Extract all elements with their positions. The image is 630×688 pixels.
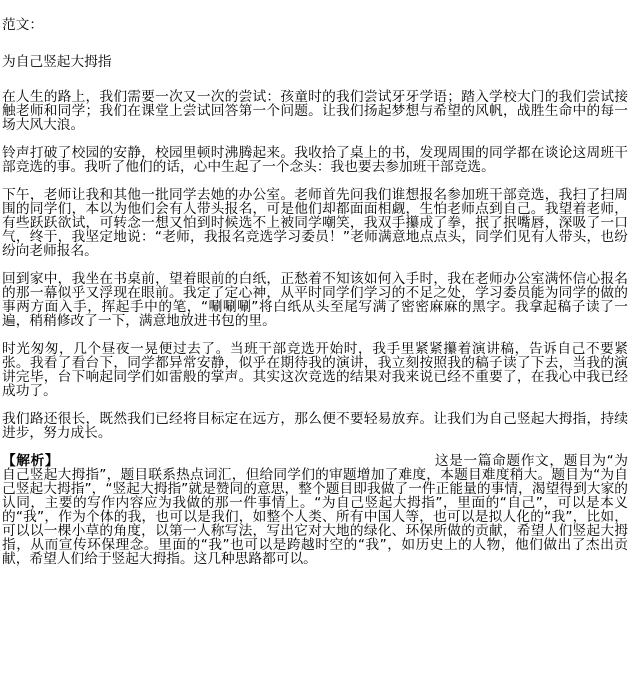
essay-title: 为自己竖起大拇指 [2, 54, 112, 70]
analysis-gap-spacer [59, 464, 434, 465]
analysis-text: 这是一篇命题作文，题目为“为自己竖起大拇指”，题目联系热点词汇，但给同学们的审题增加了难度，本题目难度稍大。题目为“为自己竖起大拇指”，“竖起大拇指”就是赞同的意思，整个题目即我做了一件正能量的事情，渴望得到大家的认同，主要的写作内容应为我做的那一件事情上。“为自己竖起大拇指”，里面的“自己”，可以是本义的“我”，作为个体的我，也可以是我们，如整个人类、所有中国人等，也可以是拟人化的“我”，比如，可以以一棵小草的角度，以第一人称写法，写出它对大地的绿化、环保所做的贡献，希望人们竖起大拇指，从而宣传环保理念。里面的“我”也可以是跨越时空的“我”，如历史上的人物，他们做出了杰出贡献，希望人们给于竖起大拇指。这几种思路都可以。 [2, 453, 628, 567]
essay-paragraph-2: 铃声打破了校园的安静，校园里顿时沸腾起来。我收拾了桌上的书，发现周围的同学都在谈论这周班干部竞选的事。我听了他们的话，心中生起了一个念头：我也要去参加班干部竞选。 [2, 145, 628, 175]
essay-paragraph-6: 我们路还很长，既然我们已经将目标定在远方，那么便不要轻易放弃。让我们为自己竖起大拇指，持续进步，努力成长。 [2, 411, 628, 441]
essay-paragraph-1: 在人生的路上，我们需要一次又一次的尝试：孩童时的我们尝试牙牙学语；踏入学校大门的我们尝试接触老师和同学；我们在课堂上尝试回答第一个问题。让我们扬起梦想与希望的风帆，战胜生命中的每一场大风大浪。 [2, 89, 628, 133]
essay-paragraph-4: 回到家中，我坐在书桌前，望着眼前的白纸，正愁着不知该如何入手时，我在老师办公室满怀信心报名的那一幕似乎又浮现在眼前。我定了定心神，从平时同学们学习的不足之处，学习委员能为同学的做的事两方面入手，挥起手中的笔，“唰唰唰”将白纸从头至尾写满了密密麻麻的黑字。我拿起稿子读了一遍，稍稍修改了一下，满意地放进书包的里。 [2, 271, 628, 329]
section-label: 范文： [2, 17, 44, 33]
analysis-label: 【解析】 [2, 453, 60, 469]
essay-paragraph-3: 下午，老师让我和其他一批同学去她的办公室。老师首先问我们谁想报名参加班干部竞选，我扫了扫周围的同学们，本以为他们会有人带头报名，可是他们却都面面相觑，生怕老师点到自己。我望着老师，有些跃跃欲试，可转念一想又怕到时候选不上被同学嘲笑，我双手攥成了拳，抿了抿嘴唇，深吸了一口气，终于，我坚定地说：“老师，我报名竞选学习委员！”老师满意地点点头，同学们见有人带头，也纷纷向老师报名。 [2, 187, 628, 259]
essay-paragraph-5: 时光匆匆，几个昼夜一晃便过去了。当班干部竞选开始时，我手里紧紧攥着演讲稿，告诉自己不要紧张。我看了看台下，同学都异常安静，似乎在期待我的演讲，我立刻按照我的稿子读了下去，当我的演讲完毕，台下响起同学们如雷般的掌声。其实这次竞选的结果对我来说已经不重要了，在我心中我已经成功了。 [2, 341, 628, 399]
analysis-paragraph [2, 454, 628, 566]
